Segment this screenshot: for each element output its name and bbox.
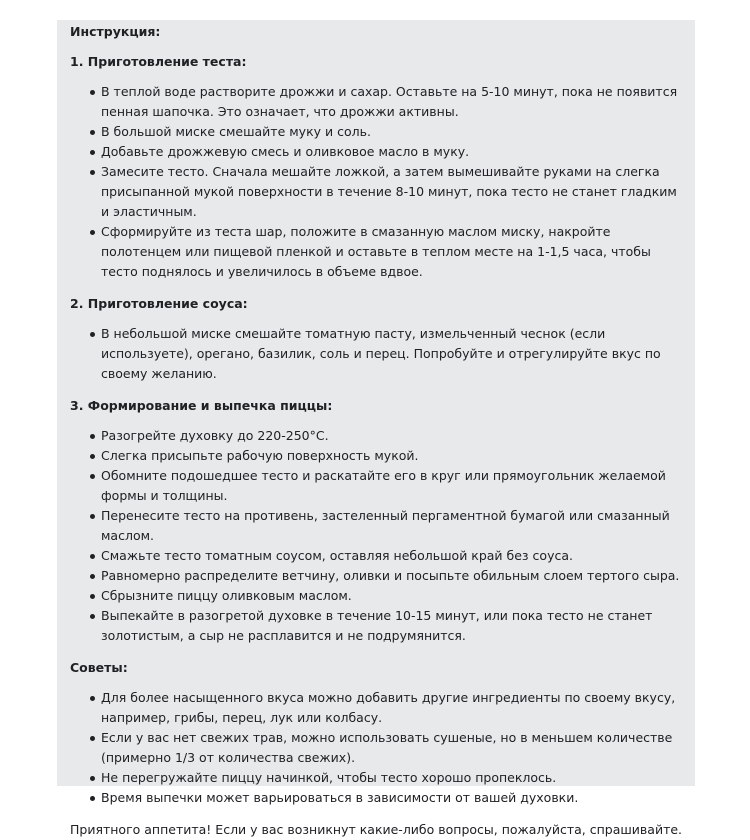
list-item: Слегка присыпьте рабочую поверхность мукой. xyxy=(101,446,681,466)
list-item: Смажьте тесто томатным соусом, оставляя небольшой край без соуса. xyxy=(101,546,681,566)
dough-steps-list xyxy=(70,82,695,282)
list-item: Сбрызните пиццу оливковым маслом. xyxy=(101,586,681,606)
section-title-dough: 1. Приготовление теста: xyxy=(70,54,247,69)
sauce-steps-list xyxy=(70,324,695,384)
recipe-message xyxy=(57,20,695,837)
baking-steps-list xyxy=(70,426,695,646)
list-item: В небольшой миске смешайте томатную пасту, измельченный чеснок (если используете), орегано, базилик, соль и перец. Попробуйте и отрегулируйте вкус по своему желанию. xyxy=(101,324,681,384)
list-item: Замесите тесто. Сначала мешайте ложкой, а затем вымешивайте руками на слегка присыпанной мукой поверхности в течение 8-10 минут, пока тесто не станет гладким и эластичным. xyxy=(101,162,681,222)
list-item: Время выпечки может варьироваться в зависимости от вашей духовки. xyxy=(101,788,681,808)
section-title-tips: Советы: xyxy=(70,660,128,675)
list-item: Перенесите тесто на противень, застеленный пергаментной бумагой или смазанный маслом. xyxy=(101,506,681,546)
list-item: Не перегружайте пиццу начинкой, чтобы тесто хорошо пропеклось. xyxy=(101,768,681,788)
section-title-sauce: 2. Приготовление соуса: xyxy=(70,296,248,311)
list-item: В теплой воде растворите дрожжи и сахар. Оставьте на 5-10 минут, пока не появится пенная шапочка. Это означает, что дрожжи активны. xyxy=(101,82,681,122)
list-item: Сформируйте из теста шар, положите в смазанную маслом миску, накройте полотенцем или пищевой пленкой и оставьте в теплом месте на 1-1,5 часа, чтобы тесто поднялось и увеличилось в объеме вдвое. xyxy=(101,222,681,282)
list-item: Обомните подошедшее тесто и раскатайте его в круг или прямоугольник желаемой формы и толщины. xyxy=(101,466,681,506)
closing-text: Приятного аппетита! Если у вас возникнут какие-либо вопросы, пожалуйста, спрашивайте. xyxy=(70,822,683,837)
list-item: Равномерно распределите ветчину, оливки и посыпьте обильным слоем тертого сыра. xyxy=(101,566,681,586)
list-item: В большой миске смешайте муку и соль. xyxy=(101,122,681,142)
section-title-baking: 3. Формирование и выпечка пиццы: xyxy=(70,398,333,413)
list-item: Если у вас нет свежих трав, можно использовать сушеные, но в меньшем количестве (примерно 1/3 от количества свежих). xyxy=(101,728,681,768)
list-item: Для более насыщенного вкуса можно добавить другие ингредиенты по своему вкусу, например, грибы, перец, лук или колбасу. xyxy=(101,688,681,728)
list-item: Разогрейте духовку до 220-250°C. xyxy=(101,426,681,446)
tips-list xyxy=(70,688,695,808)
list-item: Добавьте дрожжевую смесь и оливковое масло в муку. xyxy=(101,142,681,162)
list-item: Выпекайте в разогретой духовке в течение 10-15 минут, или пока тесто не станет золотистым, а сыр не расплавится и не подрумянится. xyxy=(101,606,681,646)
instruction-title: Инструкция: xyxy=(70,24,161,39)
